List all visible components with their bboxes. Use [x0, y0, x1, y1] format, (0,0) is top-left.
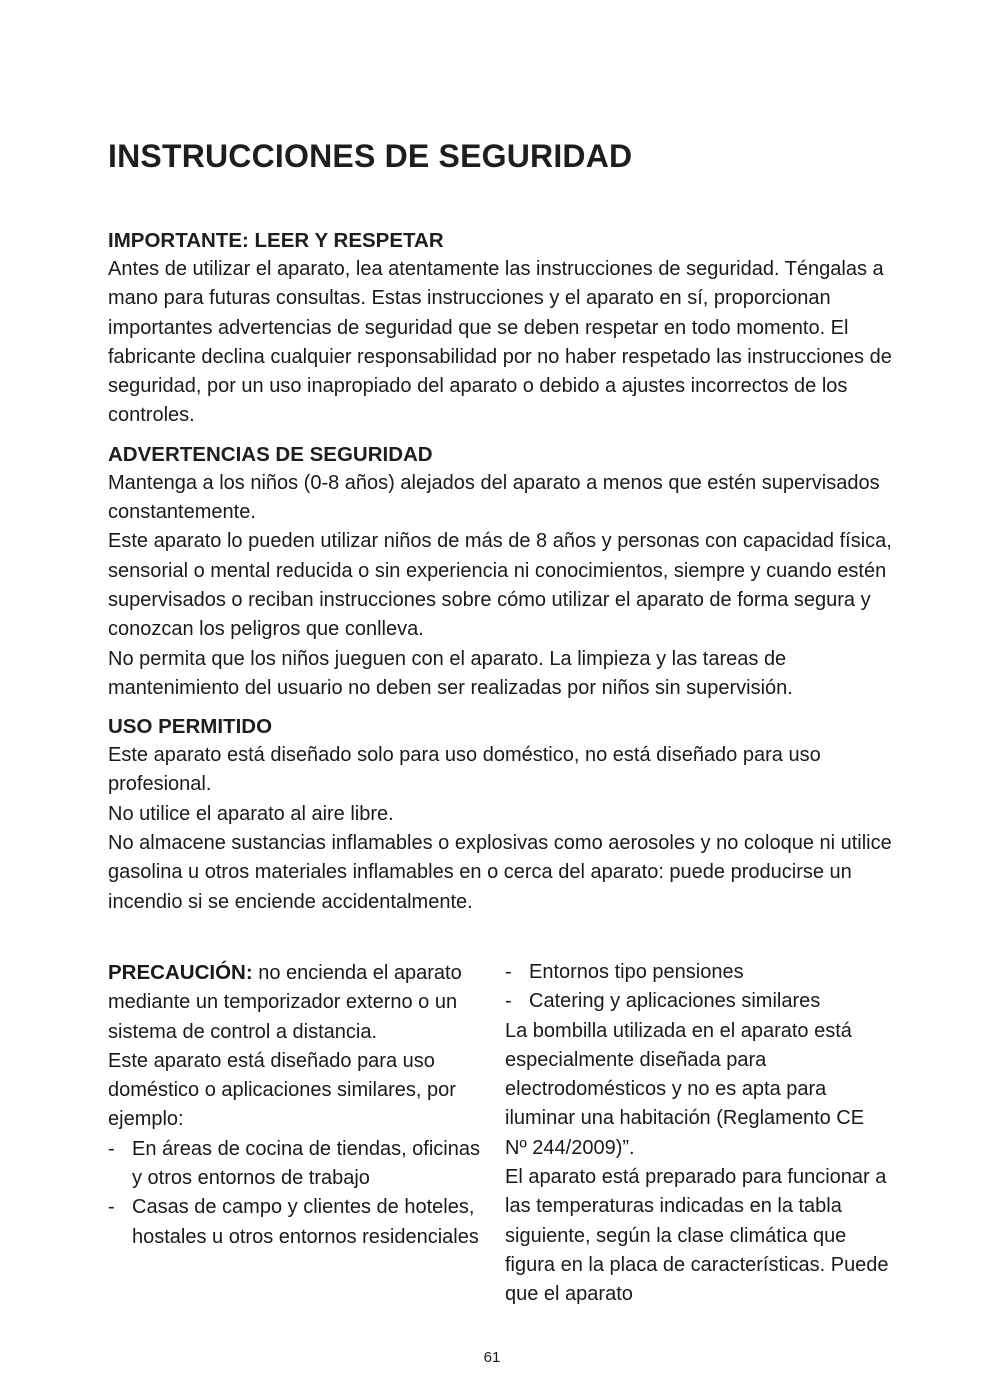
list-item-text: En áreas de cocina de tiendas, oficinas y otros entornos de trabajo: [132, 1137, 480, 1190]
section-paragraph: Mantenga a los niños (0-8 años) alejados del aparato a menos que estén supervisados constantemente.: [108, 471, 880, 524]
right-column: [505, 958, 890, 1310]
list-item: [108, 1193, 483, 1252]
section-advertencias: [108, 440, 898, 703]
main-content: [108, 226, 898, 917]
section-paragraph: No almacene sustancias inflamables o explosivas como aerosoles y no coloque ni utilice gasolina u otros materiales inflamables en o cerca del aparato: puede producirse un incendio si se enciende accidentalmente.: [108, 832, 892, 913]
list-item: [505, 987, 890, 1016]
bulb-paragraph: La bombilla utilizada en el aparato está especialmente diseñada para electrodomésticos y no es apta para iluminar una habitación (Reglamento CE Nº 244/2009)”.: [505, 1019, 865, 1159]
bullet-dash: -: [505, 990, 512, 1013]
left-column: [108, 958, 483, 1252]
list-item: [108, 1135, 483, 1194]
usage-intro: Este aparato está diseñado para uso doméstico o aplicaciones similares, por ejemplo:: [108, 1049, 456, 1131]
usage-list-continued: [505, 958, 890, 1017]
usage-list: [108, 1135, 483, 1252]
bullet-dash: -: [108, 1137, 115, 1160]
section-paragraph: Este aparato lo pueden utilizar niños de más de 8 años y personas con capacidad física, sensorial o mental reducida o sin experiencia ni conocimientos, siempre y cuando estén supervisados o reciban instrucciones sobre cómo utilizar el aparato de forma segura y conozcan los peligros que conlleva.: [108, 530, 892, 641]
section-paragraph: No utilice el aparato al aire libre.: [108, 802, 394, 825]
section-heading: IMPORTANTE: LEER Y RESPETAR: [108, 229, 444, 252]
section-uso-permitido: [108, 712, 898, 917]
caution-paragraph: [108, 958, 483, 1047]
section-paragraph: No permita que los niños jueguen con el aparato. La limpieza y las tareas de mantenimiento del usuario no deben ser realizadas por niños sin supervisión.: [108, 647, 793, 699]
section-paragraph: Este aparato está diseñado solo para uso doméstico, no está diseñado para uso profesional.: [108, 744, 821, 796]
caution-text: no encienda el aparato mediante un temporizador externo o un sistema de control a distancia.: [108, 962, 462, 1043]
list-item-text: Entornos tipo pensiones: [529, 961, 744, 983]
section-heading: ADVERTENCIAS DE SEGURIDAD: [108, 442, 433, 466]
section-importante: [108, 226, 898, 431]
bullet-dash: -: [108, 1196, 115, 1219]
section-paragraph: Antes de utilizar el aparato, lea atentamente las instrucciones de seguridad. Téngalas a mano para futuras consultas. Estas instrucciones y el aparato en sí, proporcionan importantes advertencias de seguridad que se deben respetar en todo momento. El fabricante declina cualquier responsabilidad por no haber respetado las instrucciones de seguridad, por un uso inapropiado del aparato o debido a ajustes incorrectos de los controles.: [108, 258, 892, 427]
climate-paragraph: El aparato está preparado para funcionar a las temperaturas indicadas en la tabla siguiente, según la clase climática que figura en la placa de características. Puede que el aparato: [505, 1166, 889, 1306]
list-item-text: Catering y aplicaciones similares: [529, 990, 821, 1013]
section-heading: USO PERMITIDO: [108, 715, 273, 739]
list-item: [505, 958, 890, 987]
caution-label: PRECAUCIÓN:: [108, 961, 253, 984]
page-number: 61: [483, 1349, 501, 1366]
page-title: INSTRUCCIONES DE SEGURIDAD: [108, 138, 633, 174]
bullet-dash: -: [505, 961, 512, 983]
list-item-text: Casas de campo y clientes de hoteles, hostales u otros entornos residenciales: [132, 1196, 479, 1248]
